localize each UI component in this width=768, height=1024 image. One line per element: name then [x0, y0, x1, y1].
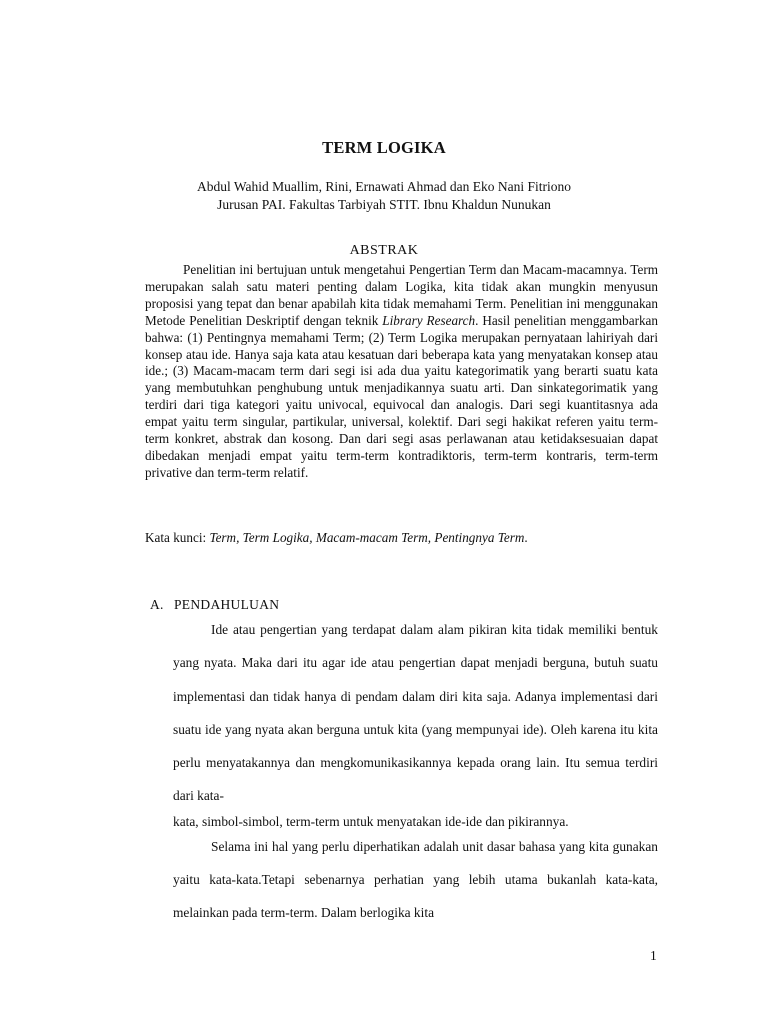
- authors-line: Abdul Wahid Muallim, Rini, Ernawati Ahmad dan Eko Nani Fitriono: [197, 179, 571, 194]
- keywords-end: .: [524, 530, 528, 545]
- body-paragraph-1: [173, 613, 658, 813]
- keywords: [145, 529, 658, 546]
- keywords-label: Kata kunci:: [145, 530, 210, 545]
- section-title: PENDAHULUAN: [174, 597, 280, 612]
- paragraph-text-2: Selama ini hal yang perlu diperhatikan adalah unit dasar bahasa yang kita gunakan yaitu kata-kata.Tetapi sebenarnya perhatian yang lebih utama bukanlah kata-kata, melainkan pada term-term. Dalam berlogika kita: [173, 839, 658, 920]
- abstract-italic-term: Library Research: [382, 312, 476, 328]
- body-paragraph-1-end: [173, 812, 658, 832]
- author-block: [0, 178, 768, 214]
- page-number: 1: [650, 948, 657, 963]
- section-heading: [150, 597, 279, 613]
- abstract-body: [145, 262, 658, 482]
- body-paragraph-2: [173, 830, 658, 929]
- section-number: A.: [150, 597, 164, 612]
- abstract-text-2: . Hasil penelitian menggambarkan bahwa: (1) Pentingnya memahami Term; (2) Term Logika merupakan pernyataan lahiriyah dari konsep atau ide. Hanya saja kata atau kesatuan dari beberapa kata yang menyatakan konsep atau ide.; (3) Macam-macam term dari segi isi ada dua yaitu kategorimatik yang berarti suatu kata yang membutuhkan penghubung untuk menjadikannya suatu arti. Dan sinkategorimatik yang terdiri dari tiga kategori yaitu univocal, equivocal dan analogis. Dari segi kuantitasnya ada empat yaitu term singular, partikular, universal, kolektif. Dari segi hakikat referen yaitu term-term konkret, abstrak dan kosong. Dan dari segi asas perlawanan atau ketidaksesuaian dapat dibedakan menjadi empat yaitu term-term kontradiktoris, term-term kontraris, term-term privative dan term-term relatif.: [145, 312, 659, 480]
- affiliation-line: Jurusan PAI. Fakultas Tarbiyah STIT. Ibnu Khaldun Nunukan: [217, 197, 551, 212]
- paragraph-text-end: kata, simbol-simbol, term-term untuk menyatakan ide-ide dan pikirannya.: [173, 814, 569, 829]
- abstract-text-1: Penelitian ini bertujuan untuk mengetahui Pengertian Term dan Macam-macamnya. Term merupakan salah satu materi penting dalam Logika, kita tidak akan mungkin menyusun proposisi yang tepat dan benar apabilah kita tidak memahami Term. Penelitian ini menggunakan Metode Penelitian Deskriptif dengan teknik: [145, 262, 658, 328]
- keywords-terms: Term, Term Logika, Macam-macam Term, Pentingnya Term: [209, 530, 525, 545]
- paper-title: TERM LOGIKA: [322, 138, 446, 157]
- paragraph-text: Ide atau pengertian yang terdapat dalam alam pikiran kita tidak memiliki bentuk yang nyata. Maka dari itu agar ide atau pengertian dapat menjadi berguna, butuh suatu implementasi dan tidak hanya di pendam dalam diri kita saja. Adanya implementasi dari suatu ide yang nyata akan berguna untuk kita (yang mempunyai ide). Oleh karena itu kita perlu menyatakannya dan mengkomunikasikannya kepada orang lain. Itu semua terdiri dari kata-: [173, 622, 658, 804]
- abstract-heading: ABSTRAK: [349, 243, 419, 258]
- abstract-paragraph: [145, 262, 658, 482]
